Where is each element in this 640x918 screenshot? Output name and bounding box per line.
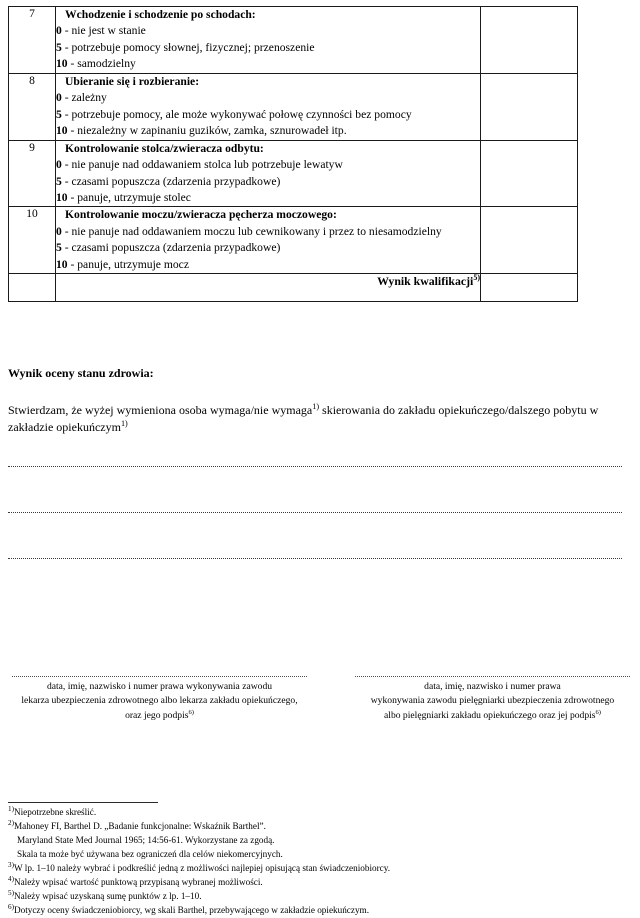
score-option[interactable]: [56, 174, 480, 190]
signature-block-doctor: [12, 676, 307, 723]
score-option-value: 5: [56, 174, 62, 188]
score-option-value: 5: [56, 107, 62, 121]
summary-label: Wynik kwalifikacji: [377, 274, 474, 289]
score-option[interactable]: [56, 23, 480, 39]
fill-in-line-3[interactable]: [8, 558, 622, 559]
signature-caption-line3-text: oraz jego podpis: [125, 709, 189, 721]
row-description-cell: [56, 207, 481, 274]
result-heading: Wynik oceny stanu zdrowia:: [8, 366, 154, 380]
summary-label-cell: [56, 274, 481, 302]
score-option[interactable]: [56, 157, 480, 173]
summary-score-cell[interactable]: [481, 274, 578, 302]
signature-footnote-ref-doctor: 6): [188, 708, 194, 716]
row-description-cell: [56, 73, 481, 140]
score-option-text: - zależny: [61, 91, 107, 105]
score-entry-cell[interactable]: [481, 140, 578, 207]
score-option[interactable]: [56, 240, 480, 256]
signature-caption-nurse-line2: wykonywania zawodu pielęgniarki ubezpieczenia zdrowotnego: [370, 695, 615, 707]
table-row: [9, 73, 578, 140]
footnote-text-line: Należy wpisać uzyskaną sumę punktów z lp. 1–10.: [13, 890, 202, 901]
score-option-value: 10: [56, 190, 68, 204]
score-option-text: - czasami popuszcza (zdarzenia przypadkowe): [61, 241, 281, 255]
barthel-scale-table: [8, 6, 578, 302]
score-option-text: - panuje, utrzymuje mocz: [67, 257, 189, 271]
score-option-value: 5: [56, 40, 62, 54]
table-row: [9, 207, 578, 274]
row-description-cell: [56, 7, 481, 74]
statement-text-part1: Stwierdzam, że wyżej wymieniona osoba wymaga/nie wymaga: [8, 403, 313, 417]
summary-footnote-ref: 5): [473, 273, 480, 283]
table-body: [9, 7, 578, 302]
footnote-item: [8, 806, 628, 820]
score-option-value: 10: [56, 257, 68, 271]
footnote-item: [8, 904, 628, 918]
activity-title: Kontrolowanie moczu/zwieracza pęcherza moczowego:: [65, 208, 337, 222]
row-number-cell: 9: [9, 140, 56, 207]
result-statement: [8, 402, 622, 435]
signature-caption-line3: [12, 709, 307, 723]
row-number-cell: 8: [9, 73, 56, 140]
score-option-text: - samodzielny: [67, 57, 136, 71]
footnote-text-line: Niepotrzebne skreślić.: [13, 807, 97, 817]
activity-title: Kontrolowanie stolca/zwieracza odbytu:: [65, 141, 264, 155]
score-entry-cell[interactable]: [481, 7, 578, 74]
score-option[interactable]: [56, 40, 480, 56]
score-option-text: - nie jest w stanie: [61, 24, 146, 38]
score-option[interactable]: [56, 190, 480, 206]
statement-footnote-ref-2: 1): [120, 418, 128, 428]
footnote-text-line: Należy wpisać wartość punktową przypisaną wybranej możliwości.: [13, 876, 263, 887]
row-description-cell: [56, 140, 481, 207]
activity-title: Wchodzenie i schodzenie po schodach:: [65, 8, 256, 21]
score-option-text: - nie panuje nad oddawaniem moczu lub cewnikowany i przez to niesamodzielny: [61, 224, 442, 238]
footnote-marker: 5): [8, 888, 14, 897]
signature-caption-nurse-line3: [355, 709, 630, 723]
footnote-marker: 3): [8, 860, 14, 869]
signature-line-doctor[interactable]: [12, 676, 307, 677]
score-option-text: - potrzebuje pomocy, ale może wykonywać połowę czynności bez pomocy: [61, 107, 412, 121]
row-number-cell: 10: [9, 207, 56, 274]
footnote-marker: 4): [8, 874, 14, 883]
score-option-text: - nie panuje nad oddawaniem stolca lub potrzebuje lewatyw: [61, 158, 343, 172]
score-option-value: 0: [56, 24, 62, 38]
score-option-text: - czasami popuszcza (zdarzenia przypadkowe): [61, 174, 281, 188]
footnote-item: [8, 862, 628, 876]
footnote-separator-rule: [8, 802, 158, 803]
signature-block-nurse: [355, 676, 630, 723]
footnote-marker: 6): [8, 902, 14, 911]
footnote-text-line: Dotyczy oceny świadczeniobiorcy, wg skali Barthel, przebywającego w zakładzie opiekuńczym.: [13, 904, 369, 915]
activity-title: Ubieranie się i rozbieranie:: [65, 74, 200, 88]
score-option-value: 5: [56, 241, 62, 255]
score-option-value: 10: [56, 57, 68, 71]
footnote-item: [8, 820, 628, 862]
summary-number-cell: [9, 274, 56, 302]
score-option-text: - potrzebuje pomocy słownej, fizycznej; przenoszenie: [61, 40, 315, 54]
footnote-text-line: Maryland State Med Journal 1965; 14:56-61. Wykorzystane za zgodą.: [17, 834, 275, 845]
footnote-marker: 1): [8, 804, 14, 813]
score-option-text: - niezależny w zapinaniu guzików, zamka, sznurowadeł itp.: [67, 124, 347, 138]
score-entry-cell[interactable]: [481, 73, 578, 140]
row-number-cell: 7: [9, 7, 56, 74]
score-option[interactable]: [56, 90, 480, 106]
score-option[interactable]: [56, 56, 480, 72]
table-row: [9, 7, 578, 74]
footnote-item: [8, 876, 628, 890]
statement-text-part2: skierowania do zakładu opiekuńczego/dalszego pobytu w zakładzie opiekuńczym: [8, 403, 599, 434]
score-option[interactable]: [56, 257, 480, 273]
table-summary-row: [9, 274, 578, 302]
signature-footnote-ref-nurse: 6): [595, 708, 601, 716]
score-option-text: - panuje, utrzymuje stolec: [67, 190, 191, 204]
signature-caption-nurse-line1: data, imię, nazwisko i numer prawa: [424, 681, 561, 692]
score-option[interactable]: [56, 224, 480, 240]
footnote-item: [8, 890, 628, 904]
footnote-text-line: Skala ta może być używana bez ograniczeń dla celów niekomercyjnych.: [17, 848, 283, 859]
signature-caption-line2: lekarza ubezpieczenia zdrowotnego albo lekarza zakładu opiekuńczego,: [21, 695, 298, 707]
score-option[interactable]: [56, 123, 480, 139]
score-option-value: 0: [56, 91, 62, 105]
score-option[interactable]: [56, 107, 480, 123]
footnote-marker: 2): [8, 818, 14, 827]
score-option-value: 10: [56, 124, 68, 138]
footnote-text-line: W lp. 1–10 należy wybrać i podkreślić jedną z możliwości najlepiej opisującą stan świadczeniobiorcy.: [13, 862, 391, 873]
footnotes-list: [8, 806, 628, 918]
signature-caption-line1: data, imię, nazwisko i numer prawa wykonywania zawodu: [46, 681, 273, 692]
score-entry-cell[interactable]: [481, 207, 578, 274]
statement-footnote-ref-1: 1): [312, 402, 320, 411]
table-row: [9, 140, 578, 207]
fill-in-line-2[interactable]: [8, 512, 622, 513]
signature-line-nurse[interactable]: [355, 676, 630, 677]
fill-in-line-1[interactable]: [8, 466, 622, 467]
footnote-text-line: Mahoney FI, Barthel D. „Badanie funkcjonalne: Wskaźnik Barthel”.: [13, 820, 266, 831]
signature-caption-nurse-line3-text: albo pielęgniarki zakładu opiekuńczego oraz jej podpis: [384, 709, 596, 721]
score-option-value: 0: [56, 224, 62, 238]
score-option-value: 0: [56, 158, 62, 172]
